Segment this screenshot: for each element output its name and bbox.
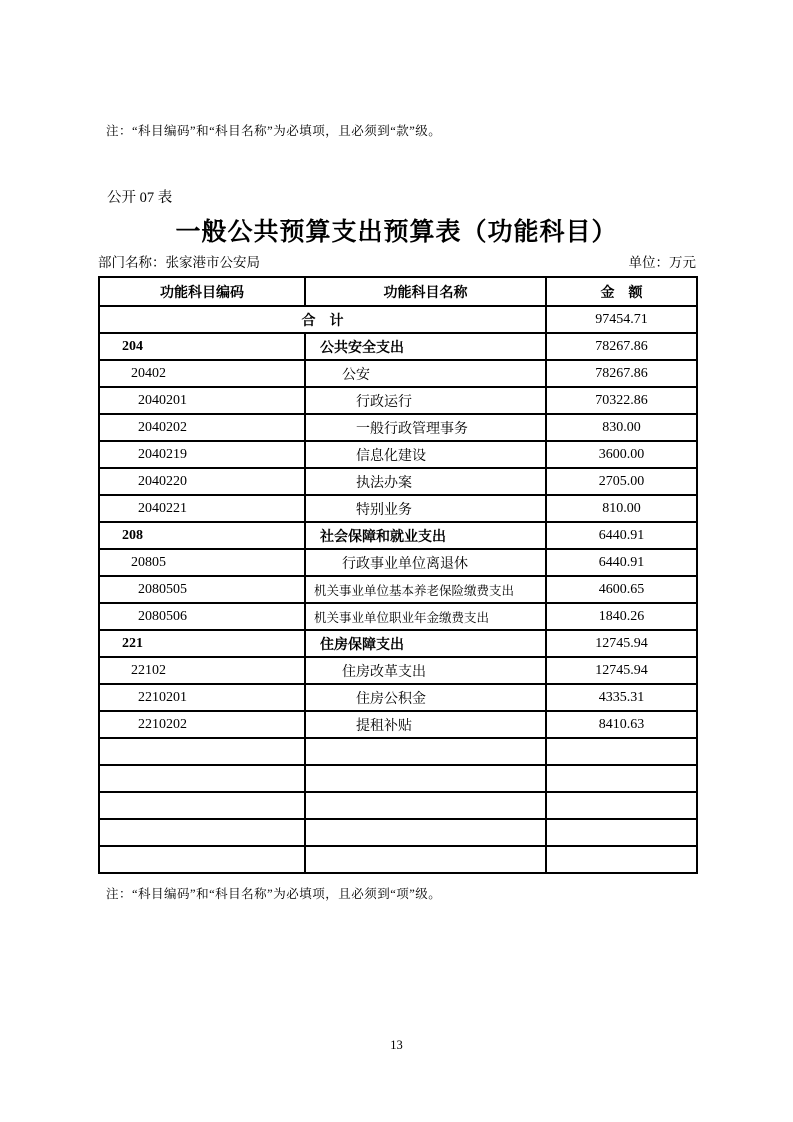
code-cell: 2080506 [99, 603, 305, 630]
name-cell: 机关事业单位职业年金缴费支出 [305, 603, 546, 630]
budget-row-2040201 [99, 387, 697, 414]
budget-row-20402 [99, 360, 697, 387]
code-cell: 2210202 [99, 711, 305, 738]
col-header-name: 功能科目名称 [305, 277, 546, 306]
code-cell [99, 792, 305, 819]
budget-row-2210201 [99, 684, 697, 711]
name-cell: 行政运行 [305, 387, 546, 414]
amount-cell: 6440.91 [546, 522, 697, 549]
bottom-note: 注：“科目编码”和“科目名称”为必填项，且必须到“项”级。 [106, 887, 442, 901]
col-header-amount: 金 额 [546, 277, 697, 306]
name-cell: 执法办案 [305, 468, 546, 495]
header-row [99, 277, 697, 306]
department-name: 部门名称：张家港市公安局 [98, 255, 260, 270]
name-cell [305, 738, 546, 765]
code-cell [99, 819, 305, 846]
code-cell [99, 738, 305, 765]
amount-cell: 8410.63 [546, 711, 697, 738]
name-cell: 住房改革支出 [305, 657, 546, 684]
code-cell: 2040219 [99, 441, 305, 468]
total-row [99, 306, 697, 333]
name-cell: 一般行政管理事务 [305, 414, 546, 441]
amount-cell [546, 765, 697, 792]
name-cell: 信息化建设 [305, 441, 546, 468]
code-cell: 20402 [99, 360, 305, 387]
amount-cell: 4600.65 [546, 576, 697, 603]
amount-cell: 4335.31 [546, 684, 697, 711]
amount-cell: 70322.86 [546, 387, 697, 414]
budget-row-208 [99, 522, 697, 549]
code-cell: 2040202 [99, 414, 305, 441]
budget-row-2040202 [99, 414, 697, 441]
empty-row [99, 846, 697, 873]
code-cell: 204 [99, 333, 305, 360]
name-cell: 公安 [305, 360, 546, 387]
empty-row [99, 765, 697, 792]
table-meta-row [98, 251, 696, 271]
name-cell [305, 846, 546, 873]
name-cell: 公共安全支出 [305, 333, 546, 360]
code-cell [99, 846, 305, 873]
budget-table-body [99, 306, 697, 873]
amount-cell: 830.00 [546, 414, 697, 441]
total-label: 合 计 [99, 306, 546, 333]
code-cell: 2040220 [99, 468, 305, 495]
budget-row-22102 [99, 657, 697, 684]
amount-cell: 1840.26 [546, 603, 697, 630]
code-cell: 221 [99, 630, 305, 657]
amount-cell: 12745.94 [546, 657, 697, 684]
name-cell: 住房保障支出 [305, 630, 546, 657]
amount-cell [546, 738, 697, 765]
code-cell: 208 [99, 522, 305, 549]
amount-cell: 6440.91 [546, 549, 697, 576]
amount-cell [546, 846, 697, 873]
name-cell [305, 765, 546, 792]
empty-row [99, 738, 697, 765]
budget-row-204 [99, 333, 697, 360]
table-code-label: 公开 07 表 [107, 190, 173, 206]
col-header-code: 功能科目编码 [99, 277, 305, 306]
name-cell: 行政事业单位离退休 [305, 549, 546, 576]
budget-row-2040220 [99, 468, 697, 495]
amount-cell: 12745.94 [546, 630, 697, 657]
budget-row-20805 [99, 549, 697, 576]
name-cell: 住房公积金 [305, 684, 546, 711]
empty-row [99, 792, 697, 819]
amount-cell: 810.00 [546, 495, 697, 522]
name-cell: 提租补贴 [305, 711, 546, 738]
code-cell: 2040221 [99, 495, 305, 522]
code-cell: 2210201 [99, 684, 305, 711]
total-amount: 97454.71 [546, 306, 697, 333]
amount-cell: 78267.86 [546, 360, 697, 387]
code-cell: 2040201 [99, 387, 305, 414]
code-cell: 2080505 [99, 576, 305, 603]
code-cell: 22102 [99, 657, 305, 684]
name-cell: 社会保障和就业支出 [305, 522, 546, 549]
budget-row-2040219 [99, 441, 697, 468]
code-cell [99, 765, 305, 792]
budget-row-2080505 [99, 576, 697, 603]
top-note: 注：“科目编码”和“科目名称”为必填项，且必须到“款”级。 [106, 124, 442, 138]
amount-cell: 78267.86 [546, 333, 697, 360]
page-number: 13 [390, 1038, 403, 1052]
empty-row [99, 819, 697, 846]
budget-row-2080506 [99, 603, 697, 630]
budget-row-2040221 [99, 495, 697, 522]
name-cell [305, 792, 546, 819]
unit-label: 单位：万元 [628, 255, 696, 270]
amount-cell [546, 792, 697, 819]
page-title: 一般公共预算支出预算表（功能科目） [175, 219, 618, 246]
amount-cell: 3600.00 [546, 441, 697, 468]
amount-cell: 2705.00 [546, 468, 697, 495]
code-cell: 20805 [99, 549, 305, 576]
budget-row-221 [99, 630, 697, 657]
name-cell: 机关事业单位基本养老保险缴费支出 [305, 576, 546, 603]
name-cell [305, 819, 546, 846]
budget-row-2210202 [99, 711, 697, 738]
budget-table [98, 276, 698, 874]
amount-cell [546, 819, 697, 846]
name-cell: 特别业务 [305, 495, 546, 522]
